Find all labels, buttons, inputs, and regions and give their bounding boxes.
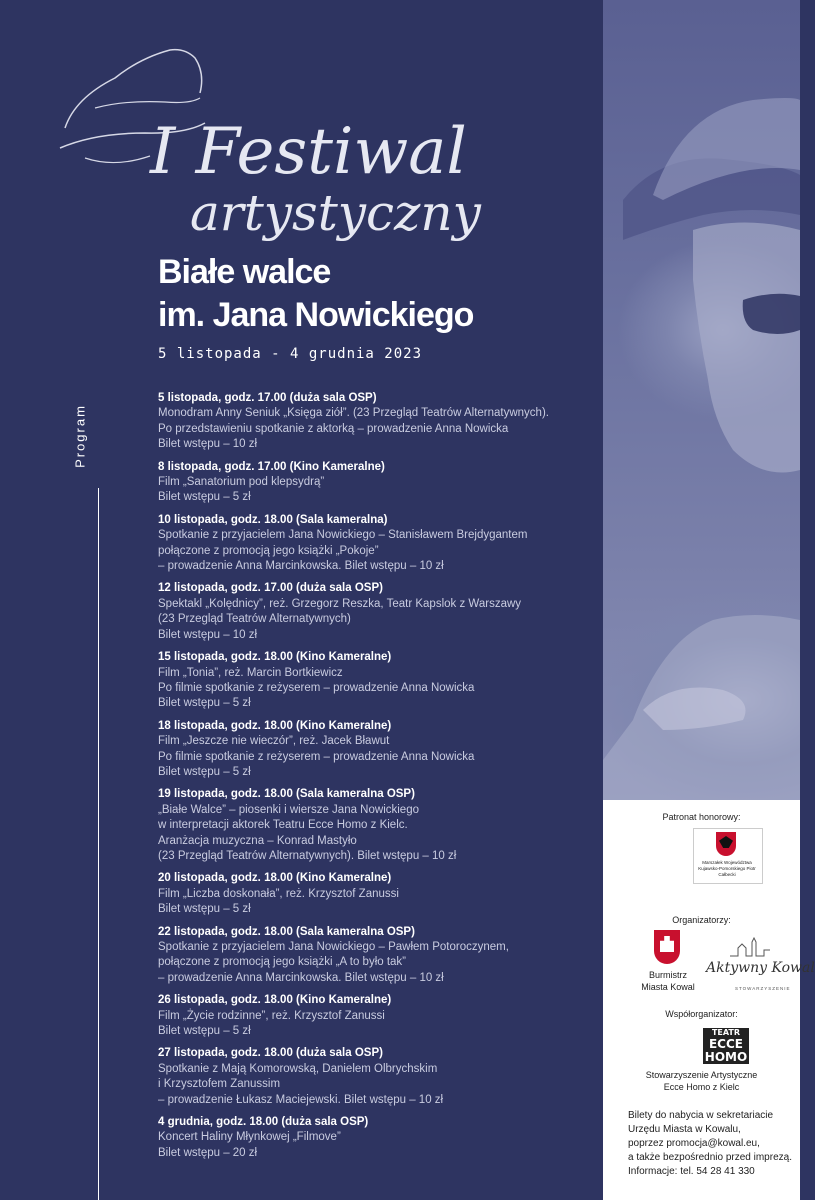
event-list [158, 391, 598, 1168]
event-detail: (23 Przegląd Teatrów Alternatywnych). Bilet wstępu – 10 zł [158, 849, 457, 862]
event-detail: połączone z promocją jego książki „Pokoje” [158, 544, 379, 557]
event-detail: Spotkanie z przyjacielem Jana Nowickiego – Stanisławem Brejdygantem [158, 529, 528, 542]
event-item [158, 719, 598, 781]
event-item [158, 391, 598, 453]
event-item [158, 460, 598, 506]
stowarzyszenie-line2: Ecce Homo z Kielc [663, 1082, 740, 1092]
ticket-info [628, 1109, 792, 1179]
event-detail: Bilet wstępu – 20 zł [158, 1146, 258, 1159]
event-detail: – prowadzenie Łukasz Maciejewski. Bilet wstępu – 10 zł [158, 1093, 444, 1106]
event-detail: Bilet wstępu – 5 zł [158, 1025, 251, 1038]
event-detail: Aranżacja muzyczna – Konrad Mastyło [158, 834, 357, 847]
event-detail: Film „Jeszcze nie wieczór”, reż. Jacek Bławut [158, 735, 390, 748]
event-detail: Bilet wstępu – 5 zł [158, 491, 251, 504]
event-detail: Spotkanie z Mają Komorowską, Danielem Olbrychskim [158, 1062, 438, 1075]
stowarzyszenie-line1: Stowarzyszenie Artystyczne [645, 1070, 758, 1080]
burmistrz-line2: Miasta Kowal [641, 982, 695, 992]
event-detail: Film „Życie rodzinne”, reż. Krzysztof Zanussi [158, 1009, 385, 1022]
event-heading: 12 listopada, godz. 17.00 (duża sala OSP) [158, 582, 383, 595]
event-detail: Spotkanie z przyjacielem Jana Nowickiego – Pawłem Potoroczynem, [158, 941, 509, 953]
script-title-line1: I Festiwal [150, 115, 467, 189]
ecce-logo-line2: ECCE [708, 1037, 743, 1051]
event-heading: 18 listopada, godz. 18.00 (Kino Kameralne) [158, 719, 392, 732]
event-heading: 20 listopada, godz. 18.00 (Kino Kameralne) [158, 872, 392, 885]
event-detail: – prowadzenie Anna Marcinkowska. Bilet wstępu – 10 zł [158, 971, 444, 984]
event-detail: połączone z promocją jego książki „A to było tak” [158, 956, 407, 969]
ecce-logo-line1: TEATR [711, 1028, 741, 1037]
aktywny-kowal-subtitle: STOWARZYSZENIE [735, 986, 791, 991]
marszalek-text: Marszałek Województwa Kujawsko-Pomorskiego Piotr Całbecki [698, 860, 756, 877]
event-detail: Po filmie spotkanie z reżyserem – prowadzenie Anna Nowicka [158, 681, 475, 694]
program-label: Program [72, 404, 88, 468]
event-item [158, 1046, 598, 1108]
event-heading: 15 listopada, godz. 18.00 (Kino Kameralne) [158, 651, 392, 664]
portrait-photo [603, 0, 800, 800]
event-detail: Spektakl „Kolędnicy”, reż. Grzegorz Reszka, Teatr Kapslok z Warszawy [158, 597, 522, 610]
festival-title: Białe walce [158, 253, 331, 291]
ecce-homo-logo [703, 1028, 749, 1064]
event-heading: 27 listopada, godz. 18.00 (duża sala OSP) [158, 1047, 383, 1060]
festival-dates: 5 listopada - 4 grudnia 2023 [158, 346, 423, 362]
event-heading: 10 listopada, godz. 18.00 (Sala kameralna) [158, 513, 388, 526]
event-detail: Film „Sanatorium pod klepsydrą” [158, 476, 325, 489]
event-item [158, 925, 598, 987]
kowal-skyline-icon [730, 938, 770, 958]
event-item [158, 787, 598, 864]
event-heading: 4 grudnia, godz. 18.00 (duża sala OSP) [158, 1116, 369, 1129]
event-item [158, 993, 598, 1039]
info-line5: Informacje: tel. 54 28 41 330 [628, 1166, 755, 1177]
event-item [158, 513, 598, 575]
event-heading: 19 listopada, godz. 18.00 (Sala kameralna OSP) [158, 788, 415, 801]
event-heading: 8 listopada, godz. 17.00 (Kino Kameralne) [158, 460, 385, 473]
script-title-line2: artystyczny [190, 184, 481, 242]
ecce-logo-line3: HOMO [704, 1050, 748, 1064]
festival-script-logo [55, 38, 495, 248]
patronat-label: Patronat honorowy: [662, 812, 741, 822]
wspolorganizator-label: Współorganizator: [665, 1009, 738, 1019]
event-detail: – prowadzenie Anna Marcinkowska. Bilet wstępu – 10 zł [158, 560, 444, 573]
event-heading: 5 listopada, godz. 17.00 (duża sala OSP) [158, 392, 377, 404]
event-heading: 26 listopada, godz. 18.00 (Kino Kameralne) [158, 994, 392, 1007]
organizatorzy-label: Organizatorzy: [672, 915, 731, 925]
event-detail: Bilet wstępu – 10 zł [158, 438, 258, 451]
event-detail: Bilet wstępu – 10 zł [158, 628, 258, 641]
info-line3: poprzez promocja@kowal.eu, [628, 1138, 760, 1149]
info-line2: Urzędu Miasta w Kowalu, [628, 1124, 741, 1135]
event-detail: Koncert Haliny Młynkowej „Filmove” [158, 1131, 341, 1144]
event-detail: Bilet wstępu – 5 zł [158, 697, 251, 710]
burmistrz-line1: Burmistrz [649, 970, 687, 980]
event-heading: 22 listopada, godz. 18.00 (Sala kameralna OSP) [158, 925, 415, 938]
event-detail: Film „Tonia”, reż. Marcin Bortkiewicz [158, 666, 343, 679]
event-detail: (23 Przegląd Teatrów Alternatywnych) [158, 613, 351, 626]
burmistrz-label [632, 969, 704, 993]
event-detail: i Krzysztofem Zanussim [158, 1078, 281, 1091]
info-line1: Bilety do nabycia w sekretariacie [628, 1110, 774, 1121]
event-item [158, 1115, 598, 1161]
event-detail: w interpretacji aktorek Teatru Ecce Homo z Kielc. [158, 819, 408, 832]
event-detail: Film „Liczba doskonała”, reż. Krzysztof Zanussi [158, 887, 399, 900]
aktywny-kowal-logo: Aktywny Kowal [706, 960, 815, 976]
festival-subtitle: im. Jana Nowickiego [158, 296, 474, 334]
program-divider [98, 488, 99, 1200]
event-detail: „Białe Walce” – piosenki i wiersze Jana Nowickiego [158, 803, 419, 816]
event-item [158, 650, 598, 712]
event-detail: Bilet wstępu – 5 zł [158, 765, 251, 778]
event-detail: Po przedstawieniu spotkanie z aktorką – prowadzenie Anna Nowicka [158, 422, 509, 435]
event-detail: Bilet wstępu – 5 zł [158, 903, 251, 916]
event-detail: Po filmie spotkanie z reżyserem – prowadzenie Anna Nowicka [158, 750, 475, 763]
info-line4: a także bezpośrednio przed imprezą. [628, 1152, 792, 1163]
portrait-silhouette [603, 0, 800, 800]
event-detail: Monodram Anny Seniuk „Księga ziół”. (23 Przegląd Teatrów Alternatywnych). [158, 407, 549, 420]
event-item [158, 871, 598, 917]
event-item [158, 581, 598, 643]
